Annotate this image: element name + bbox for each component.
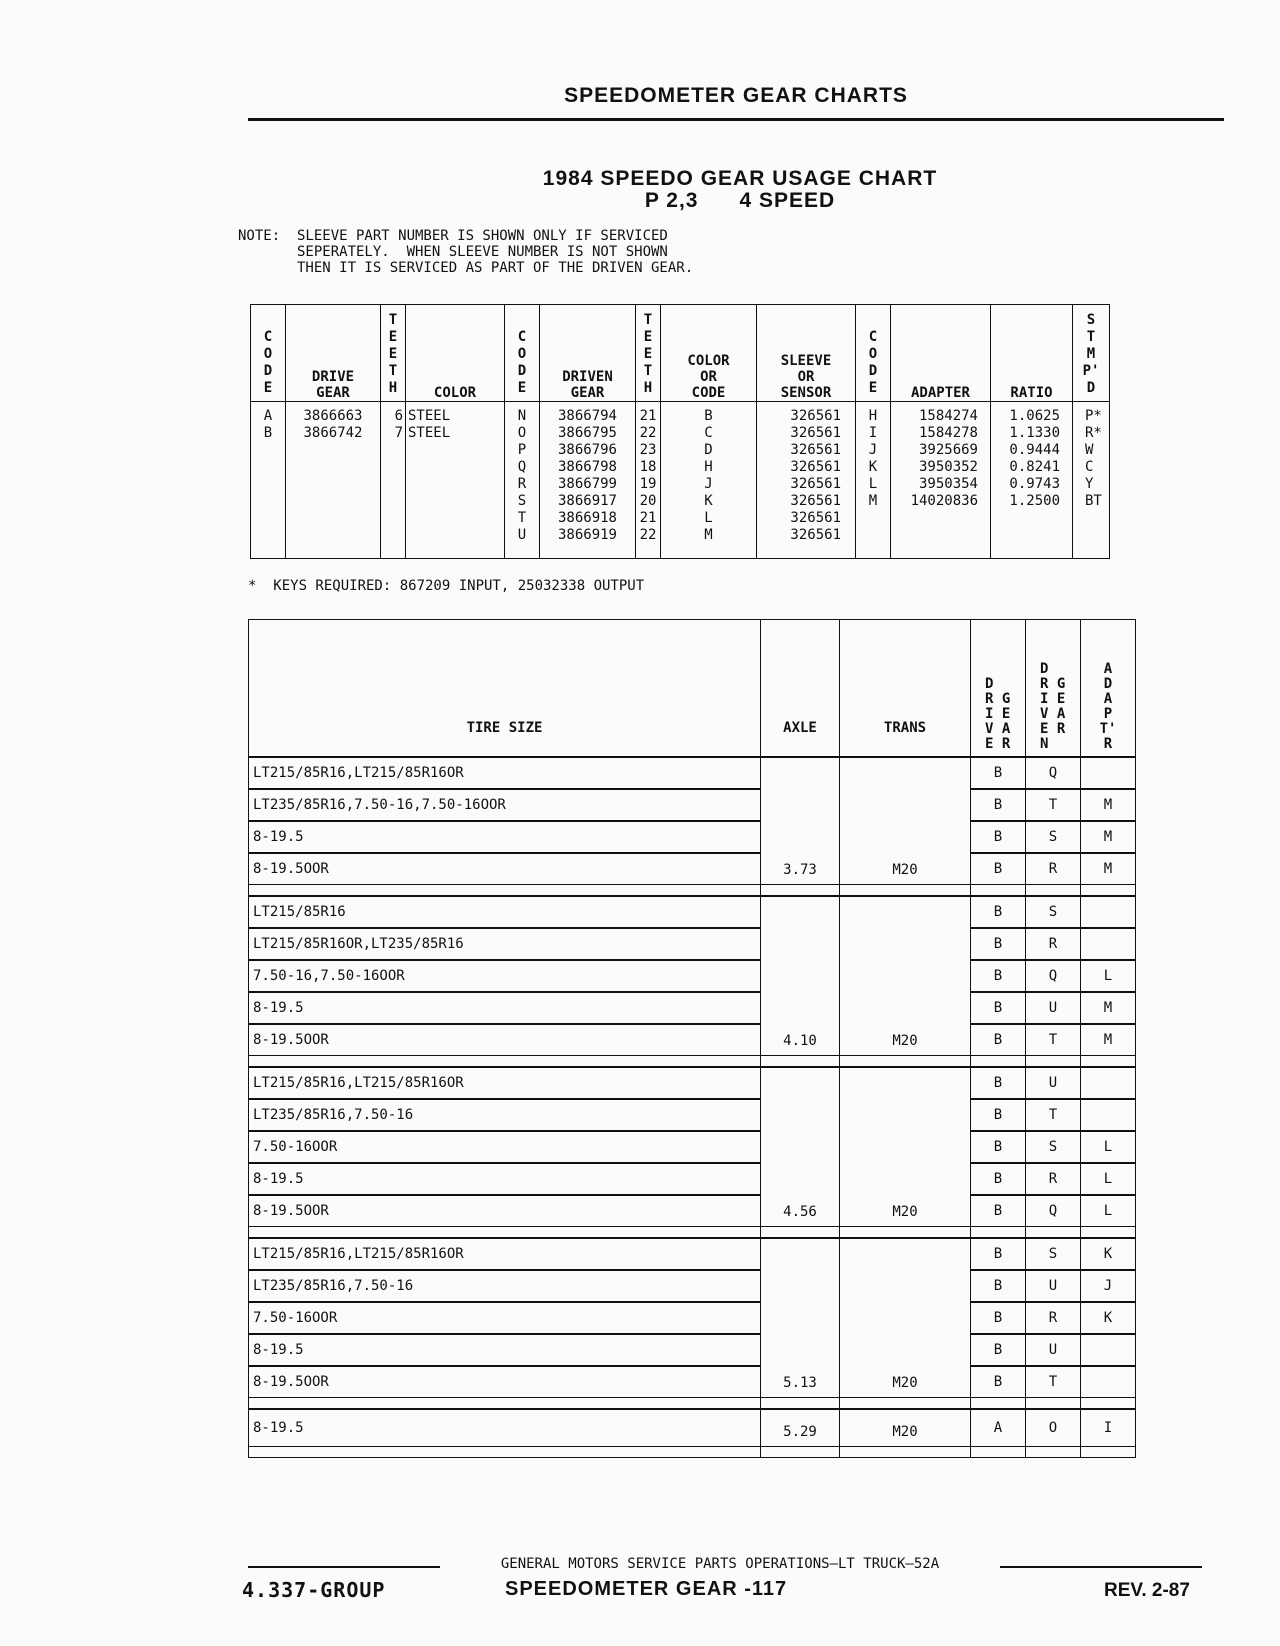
footer-section-title: SPEEDOMETER GEAR -117	[505, 1578, 788, 1600]
tire-size-cell: 7.50-16OOR	[249, 1131, 761, 1163]
driven-codes: N O P Q R S T U	[505, 402, 540, 559]
adapter-cell: M	[1081, 821, 1136, 853]
driven-gear-cell: S	[1026, 1238, 1081, 1270]
driven-gear-cell: T	[1026, 1366, 1081, 1398]
drive-teeth: 6 7	[381, 402, 406, 559]
header-color: COLOR	[433, 385, 477, 401]
axle-cell: 5.29	[761, 1409, 840, 1447]
driven-gear-cell: U	[1026, 992, 1081, 1024]
tire-size-cell: LT235/85R16,7.50-16	[249, 1099, 761, 1131]
driven-gear-cell: U	[1026, 1067, 1081, 1099]
drive-gear-cell: B	[971, 896, 1026, 928]
sleeve-numbers: 326561 326561 326561 326561 326561 326561 326561 326561	[757, 402, 856, 559]
table-row	[249, 1163, 1136, 1195]
tire-size-cell: 8-19.5	[249, 1409, 761, 1447]
adapter-cell: M	[1081, 1024, 1136, 1056]
sleeve-note: NOTE: SLEEVE PART NUMBER IS SHOWN ONLY IF SERVICED SEPERATELY. WHEN SLEEVE NUMBER IS NOT SHOWN THEN IT IS SERVICED AS PART OF THE DRIVEN GEAR.	[238, 228, 694, 276]
header-drive-gear-letter: D R G I E V A E R	[985, 676, 1011, 752]
drive-gears: 3866663 3866742	[286, 402, 381, 559]
adapter-cell	[1081, 896, 1136, 928]
tire-size-cell: 7.50-16OOR	[249, 1302, 761, 1334]
driven-gear-cell: R	[1026, 928, 1081, 960]
tire-size-cell: 8-19.5OOR	[249, 1195, 761, 1227]
ratios: 1.0625 1.1330 0.9444 0.8241 0.9743 1.2500	[991, 402, 1073, 559]
header-ratio: RATIO	[1010, 385, 1053, 401]
trans-cell: M20	[840, 1067, 971, 1227]
adapter-cell: M	[1081, 789, 1136, 821]
tire-size-cell: 8-19.5OOR	[249, 1366, 761, 1398]
header-driven-code: C O D E	[517, 329, 527, 396]
page-header-title: SPEEDOMETER GEAR CHARTS	[564, 84, 908, 107]
header-rule	[248, 118, 1224, 121]
header-trans: TRANS	[840, 620, 971, 758]
tire-size-cell: LT215/85R16	[249, 896, 761, 928]
drive-gear-cell: B	[971, 853, 1026, 885]
table-row	[249, 992, 1136, 1024]
driven-gear-cell: O	[1026, 1409, 1081, 1447]
driven-gear-cell: T	[1026, 1024, 1081, 1056]
gear-table	[250, 304, 1110, 559]
group-separator-row	[249, 1056, 1136, 1068]
drive-gear-cell: B	[971, 1099, 1026, 1131]
driven-gear-cell: U	[1026, 1270, 1081, 1302]
adapter-cell: K	[1081, 1302, 1136, 1334]
gear-table-body-row	[251, 402, 1110, 559]
header-sleeve: SLEEVE OR SENSOR	[780, 353, 832, 401]
drive-gear-cell: B	[971, 1067, 1026, 1099]
drive-gear-cell: B	[971, 1270, 1026, 1302]
footer-revision: REV. 2-87	[1104, 1580, 1190, 1601]
tire-size-cell: LT215/85R16OR,LT235/85R16	[249, 928, 761, 960]
header-driven-gear: DRIVEN GEAR	[562, 369, 613, 401]
adapter-cell: L	[1081, 1131, 1136, 1163]
header-adapter-code: C O D E	[868, 329, 878, 396]
group-separator-row	[249, 885, 1136, 897]
keys-note: * KEYS REQUIRED: 867209 INPUT, 25032338 OUTPUT	[248, 578, 645, 594]
drive-gear-cell: B	[971, 992, 1026, 1024]
driven-gear-cell: U	[1026, 1334, 1081, 1366]
tire-size-cell: LT215/85R16,LT215/85R16OR	[249, 1238, 761, 1270]
header-code: C O D E	[263, 329, 273, 396]
tire-size-cell: 8-19.5OOR	[249, 853, 761, 885]
table-row	[249, 757, 1136, 789]
adapter-cell: M	[1081, 853, 1136, 885]
driven-gear-cell: S	[1026, 821, 1081, 853]
table-row	[249, 1024, 1136, 1056]
header-driven-gear-letter: D R G I E V A E R N	[1040, 661, 1066, 752]
header-drive-gear: DRIVE GEAR	[311, 369, 355, 401]
adapter-cell: L	[1081, 1163, 1136, 1195]
table-row	[249, 1238, 1136, 1270]
table-row	[249, 928, 1136, 960]
drive-gear-cell: B	[971, 1195, 1026, 1227]
adapter-cell: L	[1081, 960, 1136, 992]
tire-size-cell: LT215/85R16,LT215/85R16OR	[249, 757, 761, 789]
trans-cell: M20	[840, 757, 971, 885]
usage-table-body	[249, 757, 1136, 1458]
driven-teeth: 21 22 23 18 19 20 21 22	[636, 402, 661, 559]
adapter-cell: I	[1081, 1409, 1136, 1447]
drive-gear-cell: B	[971, 1024, 1026, 1056]
tire-size-cell: 8-19.5	[249, 821, 761, 853]
drive-gear-cell: B	[971, 960, 1026, 992]
driven-gear-cell: Q	[1026, 1195, 1081, 1227]
driven-gear-cell: R	[1026, 853, 1081, 885]
driven-gear-cell: T	[1026, 1099, 1081, 1131]
table-row	[249, 1366, 1136, 1398]
driven-gear-cell: Q	[1026, 960, 1081, 992]
tire-size-cell: 8-19.5OOR	[249, 1024, 761, 1056]
trans-cell: M20	[840, 1409, 971, 1447]
table-row	[249, 1409, 1136, 1447]
header-driven-teeth: T E E T H	[643, 312, 653, 396]
axle-cell: 4.56	[761, 1067, 840, 1227]
axle-cell: 4.10	[761, 896, 840, 1056]
table-row	[249, 1302, 1136, 1334]
table-row	[249, 896, 1136, 928]
axle-cell: 3.73	[761, 757, 840, 885]
table-row	[249, 1334, 1136, 1366]
header-color-or-code: COLOR OR CODE	[687, 353, 730, 401]
table-row	[249, 821, 1136, 853]
table-row	[249, 1131, 1136, 1163]
tire-size-cell: 8-19.5	[249, 1334, 761, 1366]
tire-usage-table	[248, 619, 1136, 1458]
adapter-codes: H I J K L M	[856, 402, 891, 559]
trans-cell: M20	[840, 896, 971, 1056]
driven-colors: B C D H J K L M	[661, 402, 757, 559]
tire-size-cell: 7.50-16,7.50-16OOR	[249, 960, 761, 992]
gear-table-header-row	[251, 305, 1110, 402]
adapter-numbers: 1584274 1584278 3925669 3950352 3950354 14020836	[891, 402, 991, 559]
drive-gear-cell: B	[971, 789, 1026, 821]
drive-codes: A B	[251, 402, 286, 559]
table-row	[249, 1270, 1136, 1302]
drive-gear-cell: B	[971, 1366, 1026, 1398]
driven-gear-cell: Q	[1026, 757, 1081, 789]
drive-colors: STEEL STEEL	[406, 402, 505, 559]
group-separator-row	[249, 1447, 1136, 1458]
stamped-codes: P* R* W C Y BT	[1073, 402, 1110, 559]
table-row	[249, 1195, 1136, 1227]
usage-header-row	[249, 620, 1136, 758]
drive-gear-cell: B	[971, 1238, 1026, 1270]
group-separator-row	[249, 1398, 1136, 1410]
driven-gear-cell: S	[1026, 1131, 1081, 1163]
header-teeth: T E E T H	[388, 312, 398, 396]
table-row	[249, 853, 1136, 885]
trans-cell: M20	[840, 1238, 971, 1398]
drive-gear-cell: B	[971, 1334, 1026, 1366]
table-row	[249, 1067, 1136, 1099]
header-stamped: S T M P' D	[1082, 312, 1100, 396]
chart-title-line1: 1984 SPEEDO GEAR USAGE CHART	[542, 167, 938, 190]
driven-gear-cell: R	[1026, 1302, 1081, 1334]
footer-group-number: 4.337-GROUP	[242, 1578, 386, 1602]
drive-gear-cell: B	[971, 1131, 1026, 1163]
adapter-cell	[1081, 1366, 1136, 1398]
group-separator-row	[249, 1227, 1136, 1239]
drive-gear-cell: A	[971, 1409, 1026, 1447]
tire-size-cell: LT235/85R16,7.50-16	[249, 1270, 761, 1302]
header-adapter-letter: A D A P T' R	[1099, 661, 1117, 752]
table-row	[249, 1099, 1136, 1131]
tire-size-cell: 8-19.5	[249, 1163, 761, 1195]
footer-operations-line: GENERAL MOTORS SERVICE PARTS OPERATIONS—LT TRUCK—52A	[440, 1556, 1000, 1572]
adapter-cell: M	[1081, 992, 1136, 1024]
adapter-cell	[1081, 1099, 1136, 1131]
drive-gear-cell: B	[971, 1163, 1026, 1195]
tire-size-cell: 8-19.5	[249, 992, 761, 1024]
adapter-cell: K	[1081, 1238, 1136, 1270]
table-row	[249, 960, 1136, 992]
adapter-cell	[1081, 1334, 1136, 1366]
header-adapter: ADAPTER	[910, 385, 970, 401]
adapter-cell: L	[1081, 1195, 1136, 1227]
drive-gear-cell: B	[971, 757, 1026, 789]
driven-gears: 3866794 3866795 3866796 3866798 3866799 3866917 3866918 3866919	[540, 402, 636, 559]
drive-gear-cell: B	[971, 1302, 1026, 1334]
chart-title	[460, 168, 1020, 212]
adapter-cell: J	[1081, 1270, 1136, 1302]
table-row	[249, 789, 1136, 821]
tire-size-cell: LT235/85R16,7.50-16,7.50-16OOR	[249, 789, 761, 821]
driven-gear-cell: R	[1026, 1163, 1081, 1195]
tire-size-cell: LT215/85R16,LT215/85R16OR	[249, 1067, 761, 1099]
chart-title-line2: P 2,3 4 SPEED	[644, 189, 836, 212]
drive-gear-cell: B	[971, 928, 1026, 960]
header-axle: AXLE	[761, 620, 840, 758]
axle-cell: 5.13	[761, 1238, 840, 1398]
adapter-cell	[1081, 928, 1136, 960]
adapter-cell	[1081, 1067, 1136, 1099]
drive-gear-cell: B	[971, 821, 1026, 853]
driven-gear-cell: S	[1026, 896, 1081, 928]
driven-gear-cell: T	[1026, 789, 1081, 821]
adapter-cell	[1081, 757, 1136, 789]
header-tire-size: TIRE SIZE	[249, 620, 761, 758]
